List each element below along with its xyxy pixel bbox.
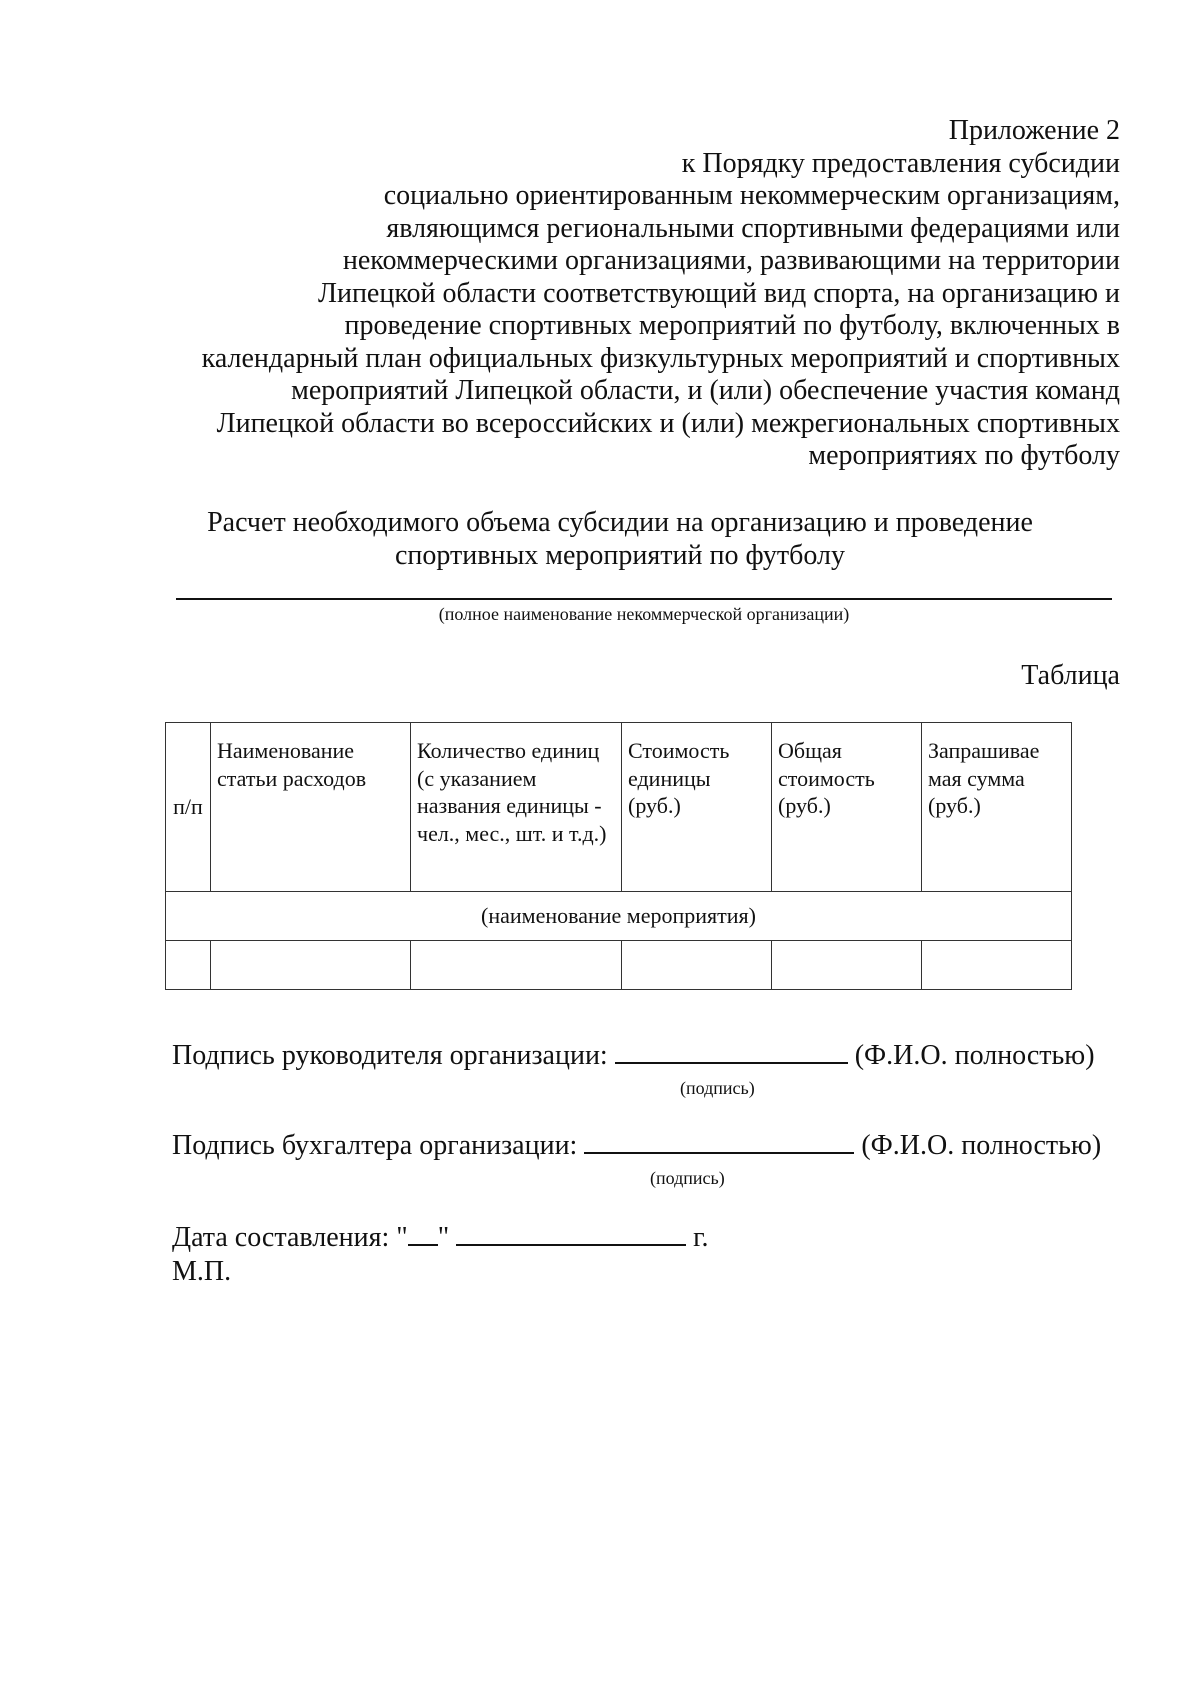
appendix-line: Приложение 2 [948,115,1120,146]
head-signature-suffix: (Ф.И.О. полностью) [854,1040,1095,1071]
header-cell-number: п/п [166,723,211,892]
stamp-place: М.П. [172,1256,232,1287]
appendix-line: социально ориентированным некоммерческим организациям, [383,180,1120,211]
date-row [172,1222,708,1254]
appendix-line: являющимся региональными спортивными федерациями или [386,212,1120,244]
appendix-line: к Порядку предоставления субсидии [681,147,1120,179]
appendix-line: мероприятиях по футболу [808,440,1120,471]
appendix-line: некоммерческими организациями, развивающими на территории [342,245,1120,276]
head-signature-label: Подпись руководителя организации: [172,1040,608,1071]
org-name-field-line [176,598,1112,600]
header-cell-total-cost: Общая стоимость (руб.) [772,723,922,892]
table-label: Таблица [1021,660,1120,691]
accountant-signature-row [172,1130,1101,1162]
head-signature-row [172,1040,1095,1072]
date-month-year-blank[interactable] [456,1222,686,1246]
accountant-signature-caption: (подпись) [650,1168,725,1188]
appendix-header [140,115,1120,473]
org-name-caption: (полное наименование некоммерческой организации) [438,604,850,624]
header-cell-requested-sum: Запрашивае мая сумма (руб.) [922,723,1072,892]
table-header-row [166,723,1072,892]
appendix-line: Липецкой области во всероссийских и (или) межрегиональных спортивных [216,407,1120,439]
date-day-blank[interactable] [408,1222,438,1246]
title-line-1: Расчет необходимого объема субсидии на организацию и проведение [207,507,1033,538]
appendix-line: проведение спортивных мероприятий по футболу, включенных в [344,310,1120,341]
accountant-signature-suffix: (Ф.И.О. полностью) [861,1130,1102,1161]
table-cell[interactable] [772,941,922,990]
table-cell[interactable] [166,941,211,990]
accountant-signature-blank[interactable] [584,1130,854,1154]
date-label: Дата составления: " [172,1222,408,1253]
document-title [160,506,1080,572]
title-line-2: спортивных мероприятий по футболу [395,540,845,571]
appendix-line: мероприятий Липецкой области, и (или) обеспечение участия команд [291,375,1120,406]
table-cell[interactable] [922,941,1072,990]
table-row-event [166,892,1072,941]
table-cell[interactable] [411,941,622,990]
event-name-cell: (наименование мероприятия) [166,892,1072,941]
accountant-signature-label: Подпись бухгалтера организации: [172,1130,578,1161]
header-cell-unit-cost: Стоимость единицы (руб.) [622,723,772,892]
appendix-line: календарный план официальных физкультурных мероприятий и спортивных [201,342,1120,374]
header-cell-quantity: Количество единиц (с указанием названия единицы - чел., мес., шт. и т.д.) [411,723,622,892]
table-row-empty [166,941,1072,990]
date-quote: " [437,1222,450,1253]
head-signature-caption: (подпись) [680,1078,755,1098]
table-cell[interactable] [622,941,772,990]
header-cell-expense-item: Наименование статьи расходов [211,723,411,892]
cost-table [165,722,1072,990]
head-signature-blank[interactable] [615,1040,848,1064]
table-cell[interactable] [211,941,411,990]
appendix-line: Липецкой области соответствующий вид спорта, на организацию и [317,277,1120,309]
date-suffix: г. [693,1222,709,1253]
